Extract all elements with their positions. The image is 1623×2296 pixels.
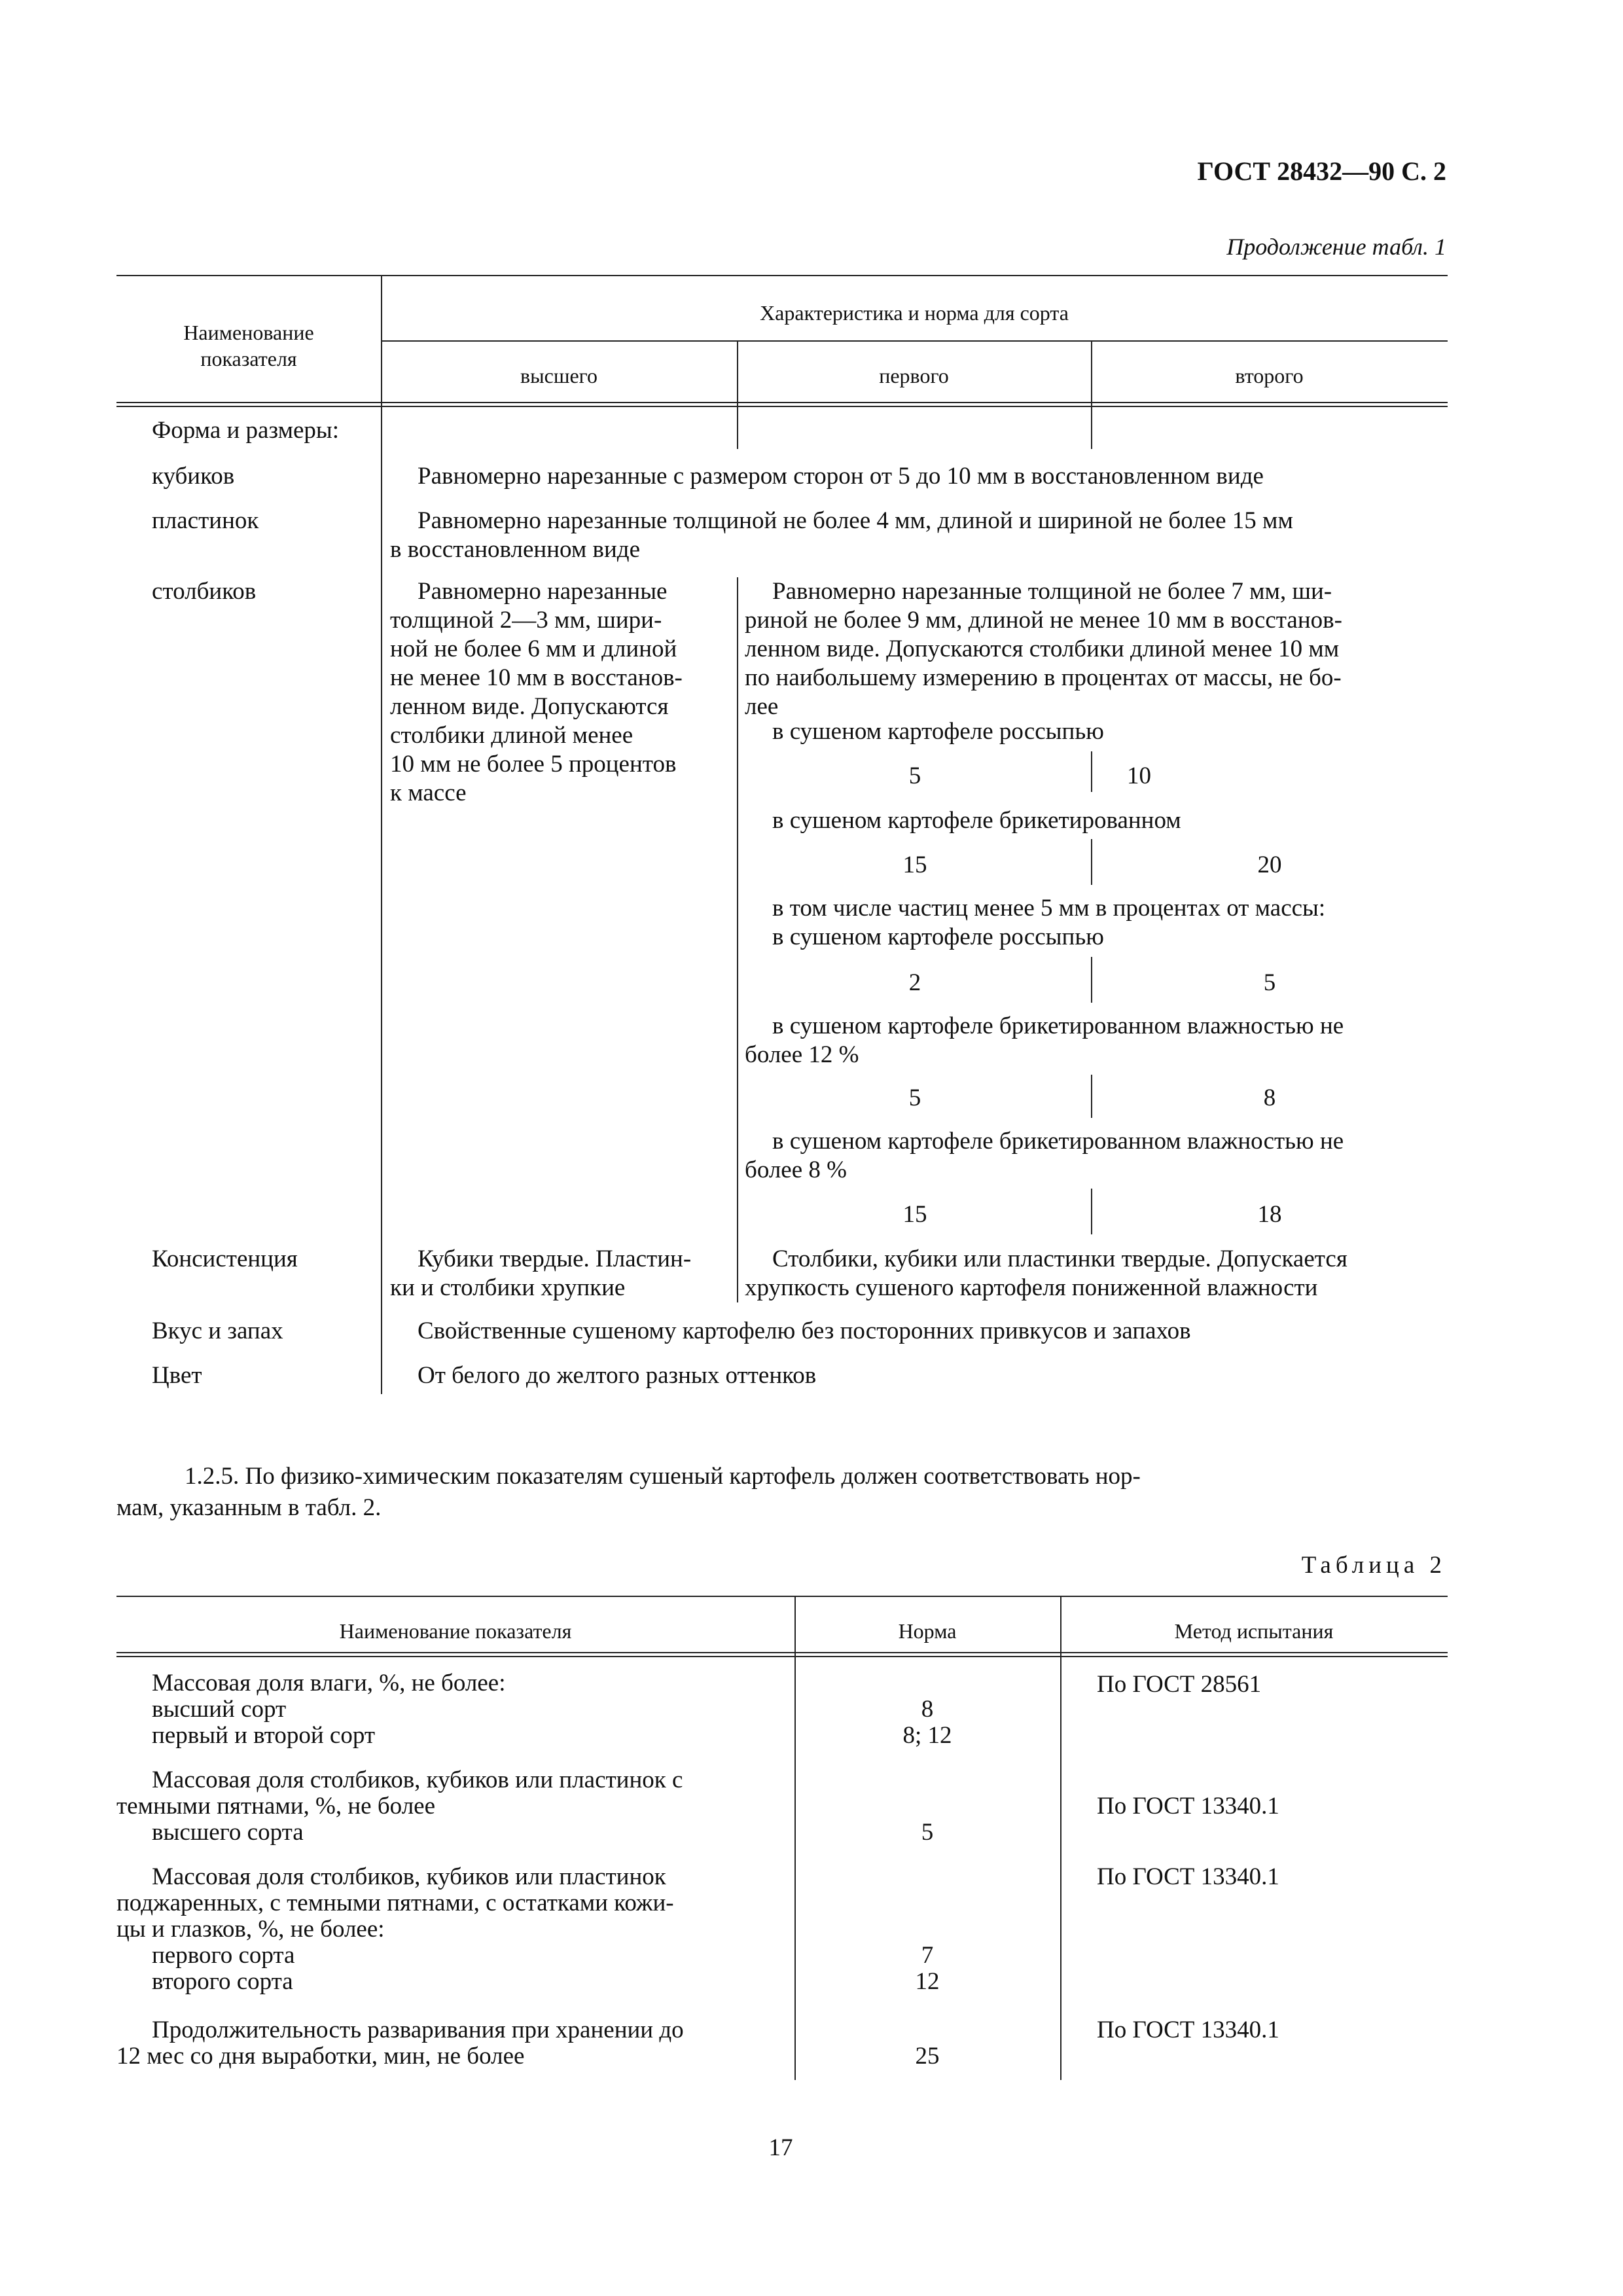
value-divider-1: [1091, 751, 1092, 792]
value-briket-first: 15: [902, 852, 927, 878]
value-divider-2: [1091, 839, 1092, 885]
table2-row2-name: Массовая доля столбиков, кубиков или пластинок с темными пятнами, %, не более высшего сорта: [116, 1767, 683, 1846]
value-rossypyu-second: 10: [1127, 762, 1151, 789]
table2-row3-method: По ГОСТ 13340.1: [1097, 1863, 1279, 1890]
table2-header-bottom-rule-2: [116, 1656, 1448, 1657]
kubikov-text: Равномерно нарезанные с размером сторон от 5 до 10 мм в восстановленном виде: [418, 463, 1264, 490]
value-briket12-first: 5: [908, 1085, 921, 1111]
table1-col-divider-1: [381, 275, 382, 1394]
value-rossypyu-first: 5: [908, 762, 921, 789]
row-label-plastinok: пластинок: [152, 507, 259, 534]
sub-rossypyu: в сушеном картофеле россыпью: [772, 718, 1104, 745]
table1-header-bottom-rule-2: [116, 406, 1448, 407]
table2-header-name: Наименование показателя: [339, 1619, 572, 1643]
konsistenciya-high: Кубики твердые. Пластин- ки и столбики хрупкие: [390, 1246, 692, 1301]
table1-col-divider-2-top: [737, 340, 738, 449]
table2-header-method: Метод испытания: [1174, 1619, 1334, 1643]
value-briket12-second: 8: [1263, 1085, 1276, 1111]
value-divider-4: [1091, 1075, 1092, 1118]
plastinok-text: Равномерно нарезанные толщиной не более 4 мм, длиной и шириной не более 15 мм в восстановленном виде: [390, 507, 1293, 563]
sub-particles: в том числе частиц менее 5 мм в процентах от массы: в сушеном картофеле россыпью: [772, 895, 1326, 950]
table2-row3-name: Массовая доля столбиков, кубиков или пластинок поджаренных, с темными пятнами, с остатками кожи- цы и глазков, %, не более: первого сорта второго сорта: [116, 1863, 674, 1995]
table2-row2-norm: 5: [921, 1819, 934, 1846]
table2-row2-method: По ГОСТ 13340.1: [1097, 1793, 1279, 1820]
table2-row4-norm: 25: [915, 2043, 940, 2070]
table2-row4-name: Продолжительность разваривания при хранении до 12 мес со дня выработки, мин, не более: [116, 2017, 684, 2070]
table1-header-rule: [381, 340, 1448, 342]
sub-briket-12: в сушеном картофеле брикетированном влажностью не более 12 %: [745, 1013, 1344, 1068]
table1-top-rule: [116, 275, 1448, 276]
table1-header-name-col: Наименование показателя: [183, 321, 314, 370]
table1-header-grade-first: первого: [879, 364, 949, 387]
sub-briket-8: в сушеном картофеле брикетированном влажностью не более 8 %: [745, 1128, 1344, 1183]
standard-header: ГОСТ 28432—90 С. 2: [1197, 156, 1446, 186]
value-divider-3: [1091, 957, 1092, 1003]
value-briket-second: 20: [1257, 852, 1282, 878]
value-particles-first: 2: [908, 969, 921, 996]
table2-row1-norm: 8 8; 12: [902, 1696, 952, 1749]
row-label-kubikov: кубиков: [152, 463, 235, 490]
row-label-stolbikov: столбиков: [152, 578, 257, 605]
page-number: 17: [768, 2134, 793, 2161]
table2-row3-norm: 7 12: [915, 1942, 940, 1995]
table1-header-characteristic: Характеристика и норма для сорта: [760, 301, 1069, 325]
row-label-forma: Форма и размеры:: [152, 417, 340, 444]
vkus-text: Свойственные сушеному картофелю без посторонних привкусов и запахов: [418, 1318, 1191, 1344]
sub-briket: в сушеном картофеле брикетированном: [772, 807, 1181, 834]
stolbikov-other-text: Равномерно нарезанные толщиной не более 7 мм, ши- риной не более 9 мм, длиной не менее 10 мм в восстанов- ленном виде. Допускаются столбики длиной менее 10 мм по наибольшему измерению в процентах от массы, не бо- лее: [745, 578, 1342, 720]
table2-header-bottom-rule-1: [116, 1652, 1448, 1653]
cvet-text: От белого до желтого разных оттенков: [418, 1362, 817, 1389]
table2-col-divider-2: [1060, 1596, 1061, 2080]
paragraph-1-2-5: 1.2.5. По физико-химическим показателям сушеный картофель должен соответствовать нор- мам, указанным в табл. 2.: [116, 1463, 1141, 1521]
stolbikov-high-text: Равномерно нарезанные толщиной 2—3 мм, шири- ной не более 6 мм и длиной не менее 10 мм в восстанов- ленном виде. Допускаются столбики длиной менее 10 мм не более 5 процентов к массе: [390, 578, 683, 806]
value-particles-second: 5: [1263, 969, 1276, 996]
table2-caption: Таблица 2: [1301, 1552, 1446, 1579]
row-label-konsistenciya: Консистенция: [152, 1246, 298, 1272]
table1-col-divider-2-mid: [737, 577, 738, 1302]
row-label-vkus: Вкус и запах: [152, 1318, 283, 1344]
table-continuation-label: Продолжение табл. 1: [1226, 234, 1446, 260]
table1-header-bottom-rule-1: [116, 402, 1448, 403]
value-briket8-first: 15: [902, 1201, 927, 1228]
table2-row1-method: По ГОСТ 28561: [1097, 1671, 1262, 1698]
table1-header-grade-high: высшего: [520, 364, 597, 387]
table2-row4-method: По ГОСТ 13340.1: [1097, 2017, 1279, 2043]
table1-header-grade-second: второго: [1235, 364, 1304, 387]
konsistenciya-other: Столбики, кубики или пластинки твердые. Допускается хрупкость сушеного картофеля пониженной влажности: [745, 1246, 1347, 1301]
table2-header-norm: Норма: [898, 1619, 957, 1643]
row-label-cvet: Цвет: [152, 1362, 202, 1389]
value-divider-5: [1091, 1189, 1092, 1234]
table2-row1-name: Массовая доля влаги, %, не более: высший сорт первый и второй сорт: [152, 1670, 506, 1749]
table2-top-rule: [116, 1596, 1448, 1597]
value-briket8-second: 18: [1257, 1201, 1282, 1228]
table1-col-divider-3-top: [1091, 340, 1092, 449]
